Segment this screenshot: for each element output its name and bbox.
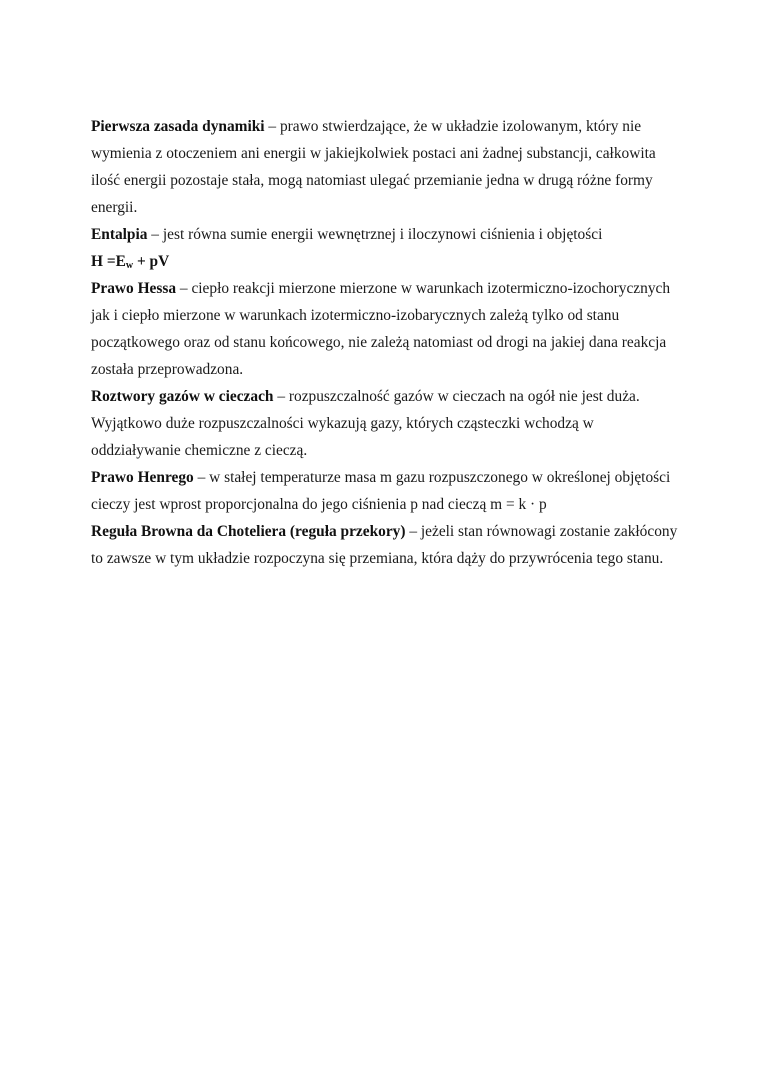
term-henry-law: Prawo Henrego	[91, 469, 194, 486]
paragraph-first-law	[91, 113, 681, 221]
paragraph-gas-solutions	[91, 383, 681, 464]
term-gas-solutions: Roztwory gazów w cieczach	[91, 388, 274, 405]
paragraph-henry-law	[91, 464, 681, 518]
definition-enthalpy: – jest równa sumie energii wewnętrznej i iloczynowi ciśnienia i objętości	[147, 226, 603, 243]
definition-gas-solutions: – rozpuszczalność gazów w cieczach na ogół nie jest duża. Wyjątkowo duże rozpuszczalności wykazują gazy, których cząsteczki wchodzą w oddziaływanie chemiczne z cieczą.	[91, 388, 640, 459]
document-body	[91, 113, 681, 572]
formula-lhs: H =E	[91, 253, 126, 270]
term-hess-law: Prawo Hessa	[91, 280, 177, 297]
definition-henry-law: – w stałej temperaturze masa m gazu rozpuszczonego w określonej objętości cieczy jest wprost proporcjonalna do jego ciśnienia p nad cieczą m = k · p	[91, 469, 671, 513]
paragraph-hess-law	[91, 275, 681, 383]
term-first-law: Pierwsza zasada dynamiki	[91, 118, 265, 135]
paragraph-le-chatelier	[91, 518, 681, 572]
definition-hess-law: – ciepło reakcji mierzone mierzone w warunkach izotermiczno-izochorycznych jak i ciepło mierzone w warunkach izotermiczno-izobarycznych zależą tylko od stanu początkowego oraz od stanu końcowego, nie zależą natomiast od drogi na jakiej dana reakcja została przeprowadzona.	[91, 280, 671, 378]
definition-le-chatelier: – jeżeli stan równowagi zostanie zakłócony to zawsze w tym układzie rozpoczyna się przemiana, która dąży do przywrócenia tego stanu.	[91, 523, 678, 567]
definition-first-law: – prawo stwierdzające, że w układzie izolowanym, który nie wymienia z otoczeniem ani energii w jakiejkolwiek postaci ani żadnej substancji, całkowita ilość energii pozostaje stała, mogą natomiast ulegać przemianie jedna w drugą różne formy energii.	[91, 118, 656, 216]
formula-subscript: w	[125, 260, 134, 271]
term-enthalpy: Entalpia	[91, 226, 148, 243]
enthalpy-formula	[91, 248, 681, 275]
paragraph-enthalpy	[91, 221, 681, 248]
formula-rhs: + pV	[133, 253, 170, 270]
term-le-chatelier: Reguła Browna da Choteliera (reguła przekory)	[91, 523, 406, 540]
